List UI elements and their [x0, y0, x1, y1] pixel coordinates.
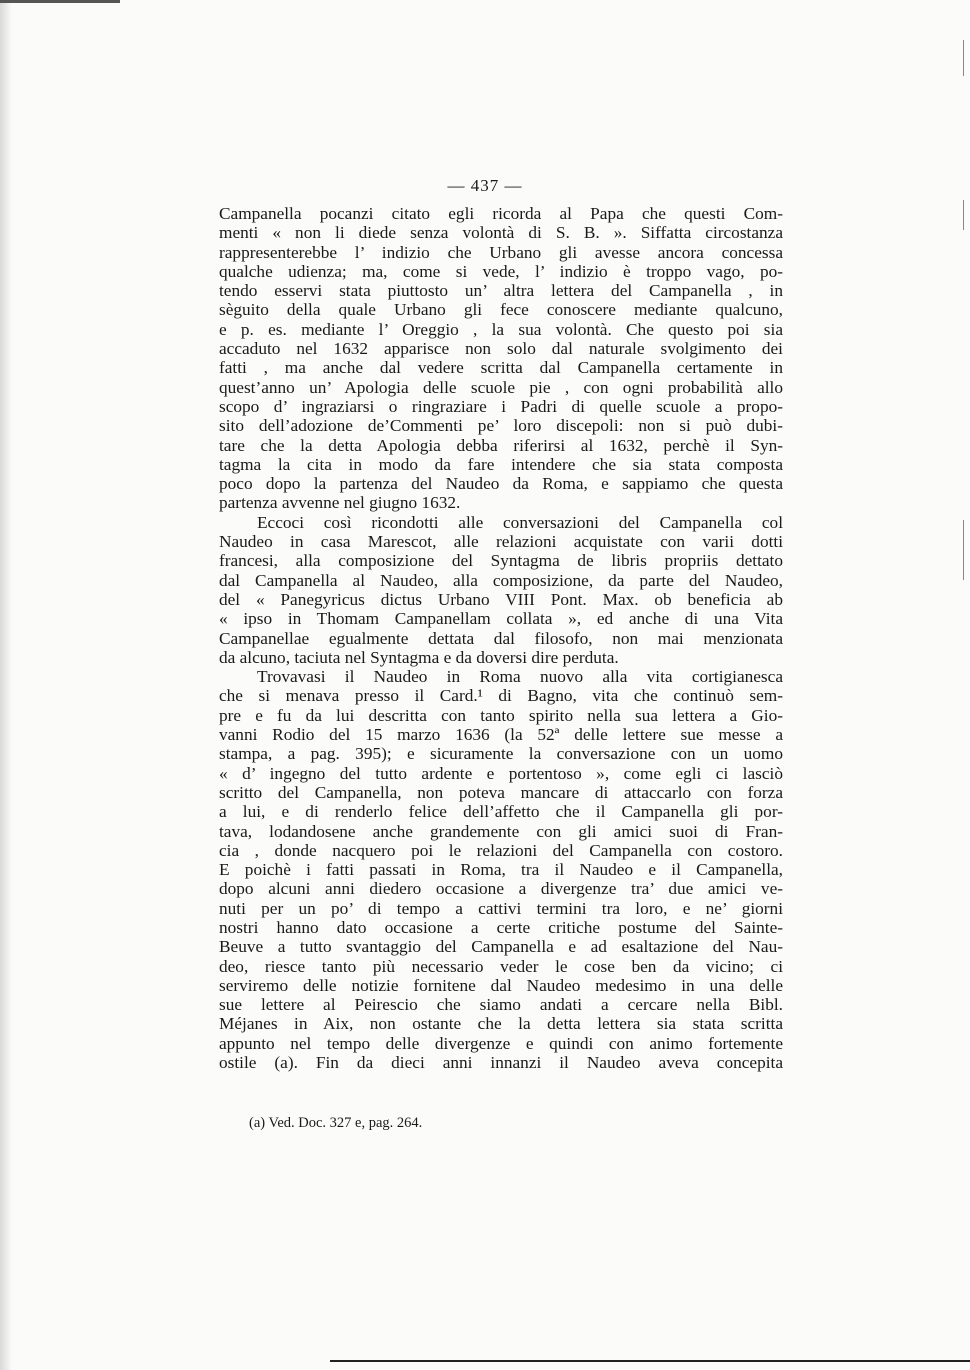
text-line: quest’anno un’ Apologia delle scuole pie , con ogni probabilità allo [219, 377, 783, 397]
text-line: partenza avvenne nel giugno 1632. [219, 493, 461, 513]
text-line: nuti per un po’ di tempo a cattivi termini tra loro, e ne’ giorni [219, 898, 783, 918]
text-line: a lui, e di renderlo felice dell’affetto che il Campanella gli por- [219, 802, 783, 822]
text-line: cia , donde nacquero poi le relazioni del Campanella con costoro. [219, 840, 783, 860]
page-edge-shadow [0, 0, 12, 1370]
text-line: accaduto nel 1632 apparisce non solo dal naturale svolgimento dei [219, 339, 783, 359]
text-line: stampa, a pag. 395); e sicuramente la conversazione con un uomo [219, 744, 783, 764]
text-line: del « Panegyricus dictus Urbano VIII Pont. Max. ob beneficia ab [219, 589, 783, 609]
text-line: sito dell’adozione de’Commenti pe’ loro discepoli: non si può dubi- [219, 416, 783, 436]
text-line: serviremo delle notizie fornitene dal Naudeo medesimo in una delle [219, 975, 783, 995]
text-line: tare che la detta Apologia debba riferirsi al 1632, perchè il Syn- [219, 435, 783, 455]
text-line: vanni Rodio del 15 marzo 1636 (la 52ª delle lettere sue messe a [219, 725, 783, 745]
text-line: pre e fu da lui descritta con tanto spirito nella sua lettera a Gio- [219, 705, 783, 725]
text-line: ostile (a). Fin da dieci anni innanzi il Naudeo aveva concepita [219, 1053, 783, 1073]
text-line: tagma la cita in modo da fare intendere che sia stata composta [219, 454, 783, 474]
text-line: E poichè i fatti passati in Roma, tra il Naudeo e il Campanella, [219, 860, 783, 880]
text-line: e p. es. mediante l’ Oreggio , la sua volontà. Che questo poi sia [219, 319, 783, 339]
text-line: « ipso in Thomam Campanellam collata », ed anche di una Vita [219, 609, 783, 629]
text-line: Méjanes in Aix, non ostante che la detta lettera sia stata scritta [219, 1014, 783, 1034]
text-line: poco dopo la partenza del Naudeo da Roma, e sappiamo che questa [219, 474, 783, 494]
text-line: appunto nel tempo delle divergenze e quindi con animo fortemente [219, 1033, 783, 1053]
text-line: sue lettere al Peirescio che siamo andati a cercare nella Bibl. [219, 995, 783, 1015]
text-line: francesi, alla composizione del Syntagma de libris propriis dettato [219, 551, 783, 571]
page-bottom-line [330, 1360, 970, 1362]
text-line: Campanella pocanzi citato egli ricorda al Papa che questi Com- [219, 204, 783, 223]
page-right-mark [963, 40, 964, 76]
text-line: rappresenterebbe l’ indizio che Urbano gli avesse ancora concessa [219, 242, 783, 262]
text-line: tendo esservi stata piuttosto un’ altra lettera del Campanella , in [219, 281, 783, 301]
text-line: Beuve a tutto svantaggio del Campanella e ad esaltazione del Nau- [219, 937, 783, 957]
text-line: Trovavasi il Naudeo in Roma nuovo alla vita cortigianesca [257, 667, 783, 687]
text-line: Naudeo in casa Marescot, alle relazioni acquistate con varii dotti [219, 532, 783, 552]
text-line: fatti , ma anche dal vedere scritta dal Campanella certamente in [219, 358, 783, 378]
page-number: — 437 — [447, 176, 523, 195]
text-line: che si menava presso il Card.¹ di Bagno, vita che continuò sem- [219, 686, 783, 706]
text-line: tava, lodandosene anche grandemente con gli amici suoi di Fran- [219, 821, 783, 841]
text-line: da alcuno, taciuta nel Syntagma e da doversi dire perduta. [219, 647, 619, 667]
text-line: qualche udienza; ma, come si vede, l’ indizio è troppo vago, po- [219, 261, 783, 281]
text-line: « d’ ingegno del tutto ardente e portentoso », come egli ci lasciò [219, 763, 783, 783]
text-line: scritto del Campanella, non poteva mancare di attaccarlo con forza [219, 782, 783, 802]
body-text [219, 204, 783, 1072]
page-right-mark [963, 200, 964, 230]
text-line: nostri hanno dato occasione a certe critiche postume del Sainte- [219, 917, 783, 937]
text-line: sèguito della quale Urbano gli fece conoscere mediante qualcuno, [219, 300, 783, 320]
text-line: dopo alcuni anni diedero occasione a divergenze tra’ due amici ve- [219, 879, 783, 899]
footnote: (a) Ved. Doc. 327 e, pag. 264. [249, 1115, 423, 1131]
text-line: dal Campanella al Naudeo, alla composizione, da parte del Naudeo, [219, 570, 783, 590]
text-line: scopo d’ ingraziarsi o ringraziare i Padri di quelle scuole a propo- [219, 396, 783, 416]
text-line: menti « non li diede senza volontà di S. B. ». Siffatta circostanza [219, 223, 783, 243]
page-right-mark [963, 520, 964, 580]
text-line: deo, riesce tanto più necessario veder le cose ben da vicino; ci [219, 956, 783, 976]
text-line: Campanellae egualmente dettata dal filosofo, non mai menzionata [219, 628, 783, 648]
text-line: Eccoci così ricondotti alle conversazioni del Campanella col [257, 512, 783, 532]
page-top-mark [0, 0, 120, 3]
